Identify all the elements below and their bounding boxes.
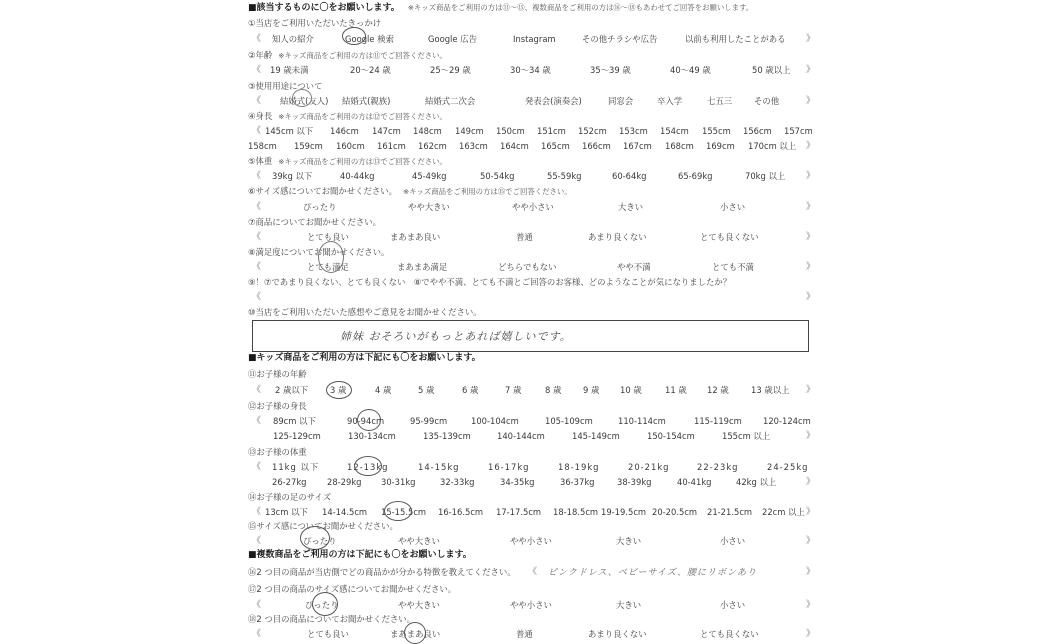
q13-option[interactable]: 28-29kg	[327, 477, 362, 487]
q16-handwritten-answer: ピンクドレス、ベビーサイズ、腰にリボンあり	[548, 568, 758, 578]
q11-option[interactable]: 6 歳	[462, 385, 479, 395]
q14-option[interactable]: 14-14.5cm	[322, 507, 368, 517]
q6-option[interactable]: やや大きい	[408, 202, 450, 212]
q2-label	[248, 50, 447, 61]
bracket-open: 《	[252, 96, 262, 106]
q13-label: ⑬お子様の体重	[248, 447, 307, 457]
q4-option[interactable]: 150cm	[496, 126, 525, 136]
q8-option[interactable]: やや不満	[617, 262, 651, 272]
q2-option[interactable]: 40〜49 歳	[670, 65, 711, 75]
q4-option[interactable]: 162cm	[418, 141, 447, 151]
q5-option[interactable]: 40-44kg	[340, 171, 375, 181]
q4-option[interactable]: 159cm	[294, 141, 323, 151]
q12-option[interactable]: 89cm 以下	[273, 416, 316, 426]
q17-label: ⑰2 つ目の商品のサイズ感についてお聞かせください。	[248, 584, 457, 594]
q8-option[interactable]: とても満足	[307, 262, 349, 272]
bracket-open: 《	[252, 126, 262, 136]
bracket-close: 》	[806, 171, 816, 181]
q7-label: ⑦商品についてお聞かせください。	[248, 217, 381, 227]
q12-option[interactable]: 115-119cm	[694, 416, 742, 426]
bracket-close: 》	[806, 385, 816, 395]
q12-label: ⑫お子様の身長	[248, 401, 307, 411]
q12-option[interactable]: 90-94cm	[347, 416, 385, 426]
q3-option[interactable]: 発表会(演奏会)	[525, 96, 582, 106]
q4-option[interactable]: 157cm	[784, 126, 813, 136]
q4-option[interactable]: 164cm	[500, 141, 529, 151]
q17-option[interactable]: 大きい	[616, 600, 642, 610]
bracket-close: 》	[806, 232, 816, 242]
q2-title: ②年齢	[248, 50, 273, 60]
q17-option[interactable]: ぴったり	[305, 600, 339, 610]
q17-option[interactable]: やや大きい	[398, 600, 440, 610]
q5-option[interactable]: 70kg 以上	[745, 171, 786, 181]
q4-option[interactable]: 161cm	[377, 141, 406, 151]
q4-option[interactable]: 166cm	[582, 141, 611, 151]
bracket-close: 》	[806, 292, 816, 302]
q12-option[interactable]: 110-114cm	[618, 416, 666, 426]
bracket-open: 《	[252, 416, 262, 426]
q3-option[interactable]: 結婚式(友人)	[280, 96, 329, 106]
q13-option[interactable]: 40-41kg	[677, 477, 712, 487]
q6-option[interactable]: ぴったり	[303, 202, 337, 212]
q1-option[interactable]: 以前も利用したことがある	[685, 34, 786, 44]
bracket-close: 》	[806, 477, 816, 487]
q15-option[interactable]: 小さい	[720, 536, 746, 546]
bracket-open: 《	[252, 202, 262, 212]
q13-option[interactable]: 16-17kg	[488, 462, 530, 472]
q6-note: ※キッズ商品をご利用の方は⑮でご回答ください。	[403, 187, 572, 196]
bracket-open: 《	[252, 262, 262, 272]
q12-option[interactable]: 100-104cm	[471, 416, 519, 426]
q4-option[interactable]: 147cm	[372, 126, 401, 136]
q14-option[interactable]: 17-17.5cm	[496, 507, 542, 517]
q11-option[interactable]: 10 歳	[620, 385, 642, 395]
q4-option[interactable]: 149cm	[455, 126, 484, 136]
q5-option[interactable]: 50-54kg	[480, 171, 515, 181]
q12-option[interactable]: 135-139cm	[423, 431, 471, 441]
q9-label: ⑨！⑦であまり良くない、とても良くない ⑧でやや不満、とても不満とご回答のお客様、どのようなことが気になりましたか？	[248, 277, 732, 287]
q17-option[interactable]: 小さい	[720, 600, 746, 610]
q15-option[interactable]: やや大きい	[398, 536, 440, 546]
q4-option[interactable]: 163cm	[459, 141, 488, 151]
q14-option[interactable]: 22cm 以上	[762, 507, 805, 517]
q4-option[interactable]: 152cm	[578, 126, 607, 136]
q10-handwritten-answer: 姉妹 おそろいがもっとあれば嬉しいです。	[340, 330, 572, 343]
bracket-close: 》	[806, 629, 816, 639]
q4-label	[248, 111, 447, 122]
q11-option[interactable]: 13 歳以上	[751, 385, 790, 395]
q13-option[interactable]: 12-13kg	[347, 462, 389, 472]
q4-option[interactable]: 170cm 以上	[748, 141, 797, 151]
q4-option[interactable]: 167cm	[623, 141, 652, 151]
q5-option[interactable]: 65-69kg	[678, 171, 713, 181]
q6-label	[248, 186, 572, 197]
q14-option[interactable]: 20-20.5cm	[652, 507, 698, 517]
q12-option[interactable]: 120-124cm	[763, 416, 811, 426]
q18-option[interactable]: 普通	[516, 629, 533, 639]
q3-option[interactable]: 卒入学	[657, 96, 683, 106]
q13-option[interactable]: 30-31kg	[381, 477, 416, 487]
bracket-open: 《	[252, 65, 262, 75]
q2-option[interactable]: 25〜29 歳	[430, 65, 471, 75]
q3-option[interactable]: 結婚式二次会	[425, 96, 476, 106]
q8-option[interactable]: とても不満	[712, 262, 754, 272]
q2-option[interactable]: 50 歳以上	[752, 65, 791, 75]
q1-option[interactable]: Google 検索	[345, 34, 394, 44]
q17-option[interactable]: やや小さい	[510, 600, 552, 610]
q14-option[interactable]: 18-18.5cm	[553, 507, 599, 517]
q2-note: ※キッズ商品をご利用の方は⑪でご回答ください。	[278, 51, 447, 60]
bracket-open: 《	[252, 232, 262, 242]
q12-option[interactable]: 95-99cm	[410, 416, 448, 426]
q13-option[interactable]: 20-21kg	[628, 462, 670, 472]
q11-label: ⑪お子様の年齢	[248, 369, 307, 379]
q2-option[interactable]: 35〜39 歳	[590, 65, 631, 75]
q13-option[interactable]: 14-15kg	[418, 462, 460, 472]
bracket-close: 》	[806, 567, 816, 577]
q4-option[interactable]: 151cm	[537, 126, 566, 136]
q18-option[interactable]: あまり良くない	[588, 629, 647, 639]
q12-option[interactable]: 150-154cm	[647, 431, 695, 441]
q13-option[interactable]: 24-25kg	[767, 462, 809, 472]
q4-option[interactable]: 168cm	[665, 141, 694, 151]
bracket-open: 《	[252, 34, 262, 44]
q12-option[interactable]: 105-109cm	[545, 416, 593, 426]
q8-label: ⑧満足度についてお聞かせください。	[248, 247, 390, 257]
q3-option[interactable]: 七五三	[707, 96, 733, 106]
q13-option[interactable]: 38-39kg	[617, 477, 652, 487]
q1-label: ①当店をご利用いただいたきっかけ	[248, 18, 382, 28]
q11-option[interactable]: 3 歳	[330, 385, 347, 395]
bracket-open: 《	[252, 629, 262, 639]
q1-option[interactable]: 知人の紹介	[272, 34, 314, 44]
bracket-open: 《	[252, 600, 262, 610]
q4-option[interactable]: 146cm	[330, 126, 359, 136]
q4-note: ※キッズ商品をご利用の方は⑫でご回答ください。	[278, 112, 447, 121]
q11-option[interactable]: 8 歳	[545, 385, 562, 395]
q14-label: ⑭お子様の足のサイズ	[248, 492, 332, 502]
bracket-open: 《	[252, 507, 262, 517]
q3-option[interactable]: 同窓会	[608, 96, 634, 106]
q4-option[interactable]: 165cm	[541, 141, 570, 151]
q6-option[interactable]: 小さい	[720, 202, 746, 212]
q4-title: ④身長	[248, 111, 273, 121]
q18-option[interactable]: まあまあ良い	[390, 629, 441, 639]
q12-option[interactable]: 140-144cm	[497, 431, 545, 441]
q4-option[interactable]: 153cm	[619, 126, 648, 136]
header	[248, 2, 753, 14]
q3-option[interactable]: その他	[754, 96, 780, 106]
q11-option[interactable]: 4 歳	[375, 385, 392, 395]
q5-note: ※キッズ商品をご利用の方は⑬でご回答ください。	[278, 157, 447, 166]
q4-option[interactable]: 156cm	[743, 126, 772, 136]
bracket-open: 《	[252, 171, 262, 181]
q15-option[interactable]: ぴったり	[303, 536, 337, 546]
q18-option[interactable]: とても良い	[307, 629, 349, 639]
q1-option[interactable]: その他チラシや広告	[582, 34, 658, 44]
q1-option[interactable]: Instagram	[513, 34, 556, 44]
q13-option[interactable]: 42kg 以上	[736, 477, 777, 487]
bracket-close: 》	[806, 141, 816, 151]
q6-title: ⑥サイズ感についてお聞かせください。	[248, 186, 398, 196]
bracket-close: 》	[806, 65, 816, 75]
q5-title: ⑤体重	[248, 156, 273, 166]
q4-option[interactable]: 154cm	[660, 126, 689, 136]
q12-option[interactable]: 125-129cm	[273, 431, 321, 441]
q13-option[interactable]: 36-37kg	[560, 477, 595, 487]
q13-option[interactable]: 32-33kg	[440, 477, 475, 487]
q7-option[interactable]: とても良くない	[700, 232, 759, 242]
bracket-open: 《	[252, 462, 262, 472]
bracket-open: 《	[252, 385, 262, 395]
bracket-open: 《	[252, 292, 262, 302]
q3-option[interactable]: 結婚式(親族)	[342, 96, 391, 106]
q11-option[interactable]: 11 歳	[665, 385, 687, 395]
q11-option[interactable]: 7 歳	[505, 385, 522, 395]
q10-label: ⑩当店をご利用いただいた感想やご意見をお聞かせください。	[248, 307, 482, 317]
bracket-close: 》	[806, 536, 816, 546]
q11-option[interactable]: 5 歳	[418, 385, 435, 395]
q8-option[interactable]: まあまあ満足	[397, 262, 448, 272]
q8-option[interactable]: どちらでもない	[498, 262, 557, 272]
kids-section-title: ■キッズ商品をご利用の方は下記にも〇をお願いします。	[248, 353, 481, 363]
q14-option[interactable]: 16-16.5cm	[438, 507, 484, 517]
q12-option[interactable]: 130-134cm	[348, 431, 396, 441]
q6-option[interactable]: 大きい	[618, 202, 644, 212]
q15-option[interactable]: やや小さい	[510, 536, 552, 546]
q13-option[interactable]: 26-27kg	[272, 477, 307, 487]
bracket-close: 》	[806, 262, 816, 272]
q11-option[interactable]: 2 歳以下	[275, 385, 309, 395]
bracket-close: 》	[806, 507, 816, 517]
q4-option[interactable]: 158cm	[248, 141, 277, 151]
q2-option[interactable]: 30〜34 歳	[510, 65, 551, 75]
q11-option[interactable]: 12 歳	[707, 385, 729, 395]
q4-option[interactable]: 148cm	[413, 126, 442, 136]
q2-option[interactable]: 19 歳未満	[270, 65, 309, 75]
header-note: ※キッズ商品をご利用の方は⑪〜⑮、複数商品をご利用の方は⑯〜⑱もあわせてご回答をお願いします。	[407, 3, 754, 12]
q14-option[interactable]: 13cm 以下	[265, 507, 308, 517]
q4-option[interactable]: 160cm	[336, 141, 365, 151]
q7-option[interactable]: あまり良くない	[588, 232, 647, 242]
q12-option[interactable]: 155cm 以上	[722, 431, 771, 441]
multi-section-title: ■複数商品をご利用の方は下記にも〇をお願いします。	[248, 550, 472, 560]
bracket-open: 《	[252, 536, 262, 546]
bracket-close: 》	[806, 600, 816, 610]
q12-option[interactable]: 145-149cm	[572, 431, 620, 441]
q4-option[interactable]: 155cm	[702, 126, 731, 136]
q2-option[interactable]: 20〜24 歳	[350, 65, 391, 75]
q4-option[interactable]: 169cm	[706, 141, 735, 151]
q13-option[interactable]: 18-19kg	[558, 462, 600, 472]
q14-option[interactable]: 21-21.5cm	[707, 507, 753, 517]
q13-option[interactable]: 11kg 以下	[272, 462, 320, 472]
q4-option[interactable]: 145cm 以下	[265, 126, 314, 136]
q18-option[interactable]: とても良くない	[700, 629, 759, 639]
q5-option[interactable]: 55-59kg	[547, 171, 582, 181]
q18-label: ⑱2 つ目の商品についてお聞かせください。	[248, 614, 415, 624]
q14-option[interactable]: 15-15.5cm	[381, 507, 427, 517]
q14-option[interactable]: 19-19.5cm	[601, 507, 647, 517]
q16-label: ⑯2 つ目の商品が当店側でどの商品かが分かる特徴を教えてください。	[248, 567, 516, 577]
q7-option[interactable]: とても良い	[307, 232, 349, 242]
q3-label: ③使用用途について	[248, 81, 323, 91]
bracket-close: 》	[806, 96, 816, 106]
bracket-close: 》	[806, 202, 816, 212]
q11-option[interactable]: 9 歳	[583, 385, 600, 395]
q13-option[interactable]: 34-35kg	[500, 477, 535, 487]
bracket-close: 》	[806, 431, 816, 441]
q5-label	[248, 156, 447, 167]
q5-option[interactable]: 39kg 以下	[272, 171, 313, 181]
bracket-close: 》	[806, 34, 816, 44]
q15-label: ⑮サイズ感についてお聞かせください。	[248, 521, 398, 531]
bracket-open: 《	[528, 567, 538, 577]
q6-option[interactable]: やや小さい	[512, 202, 554, 212]
q15-option[interactable]: 大きい	[616, 536, 642, 546]
header-title: ■該当するものに〇をお願いします。	[248, 3, 400, 13]
q1-option[interactable]: Google 広告	[428, 34, 477, 44]
q7-option[interactable]: 普通	[516, 232, 533, 242]
q13-option[interactable]: 22-23kg	[697, 462, 739, 472]
q5-option[interactable]: 60-64kg	[612, 171, 647, 181]
q7-option[interactable]: まあまあ良い	[390, 232, 441, 242]
q5-option[interactable]: 45-49kg	[412, 171, 447, 181]
